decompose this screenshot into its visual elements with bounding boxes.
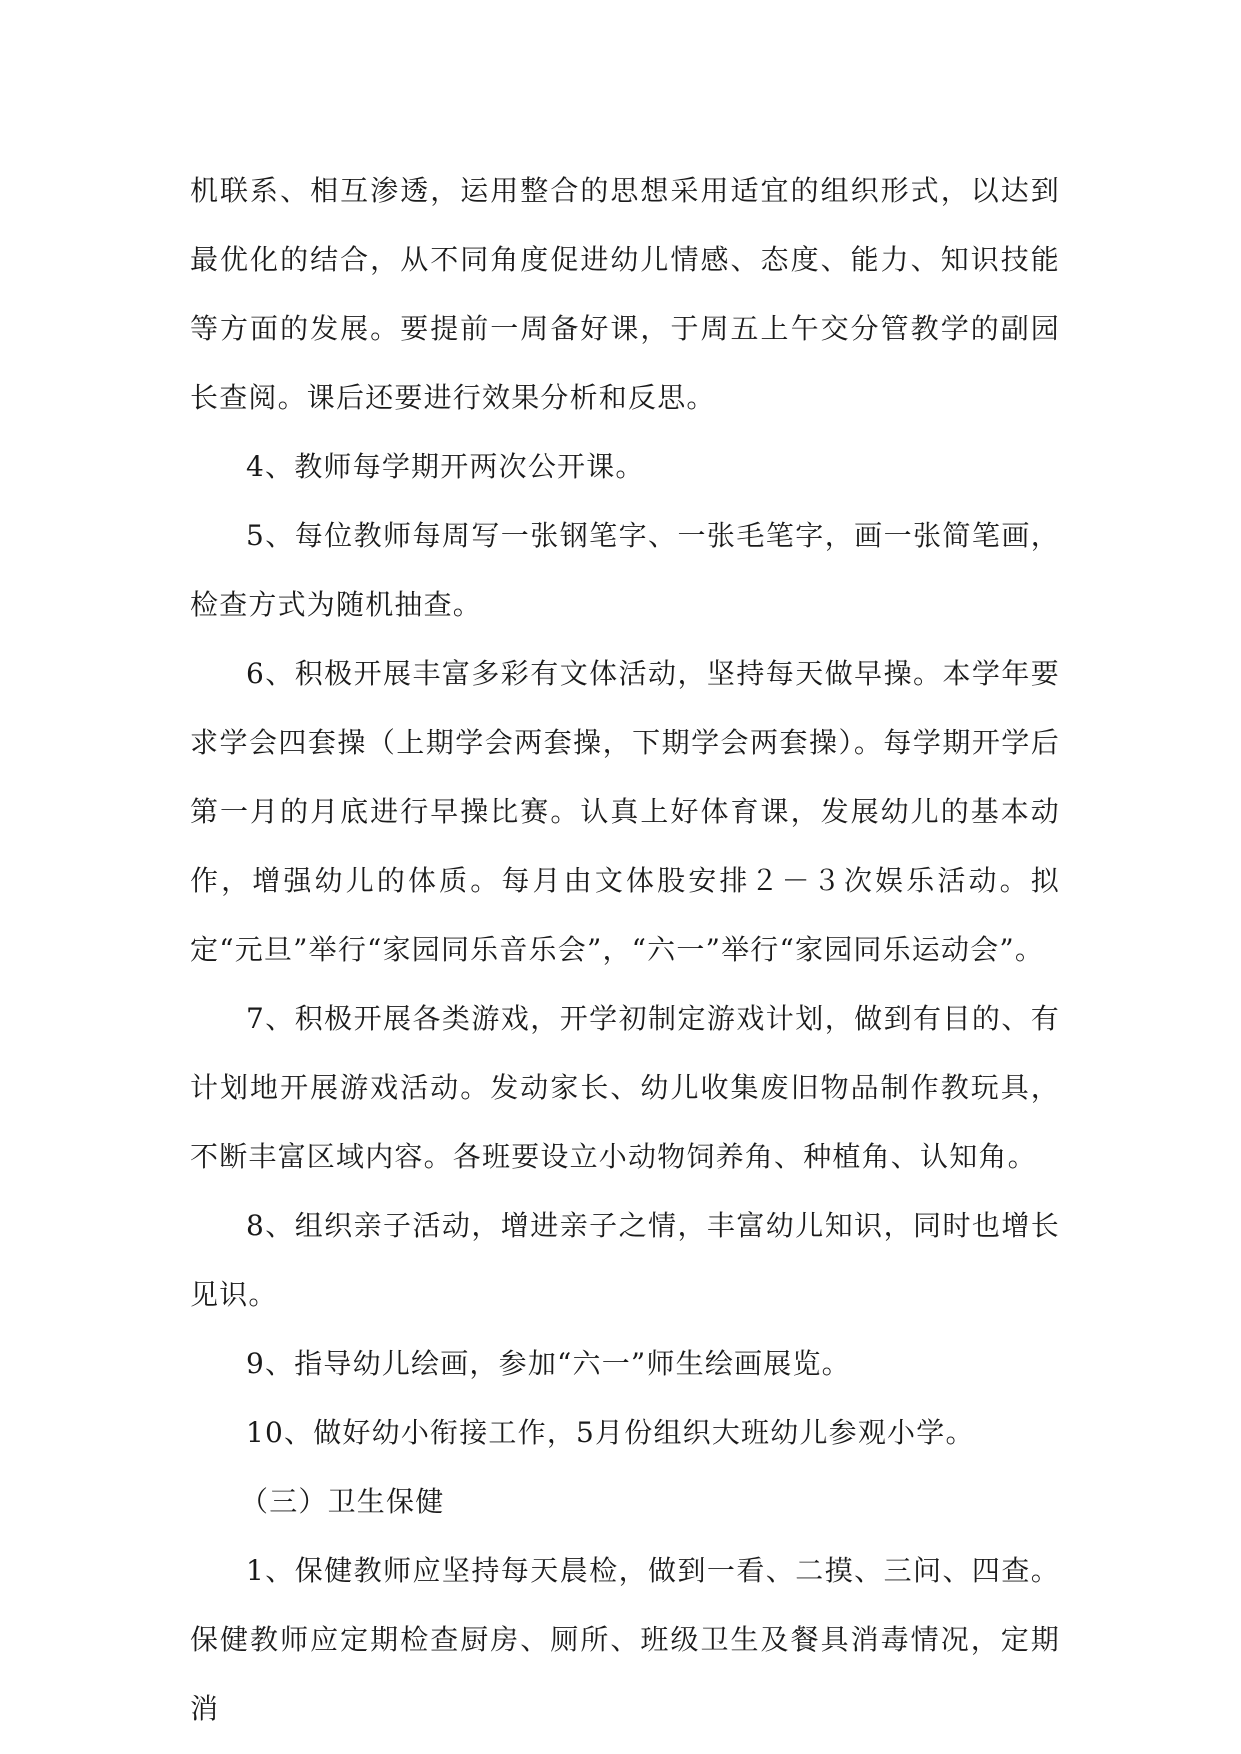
paragraph-item-6: 6、积极开展丰富多彩有文体活动，坚持每天做早操。本学年要求学会四套操（上期学会两套操，下期学会两套操）。每学期开学后第一月的月底进行早操比赛。认真上好体育课，发展幼儿的基本动作，增强幼儿的体质。每月由文体股安排２－３次娱乐活动。拟定“元旦”举行“家园同乐音乐会”，“六一”举行“家园同乐运动会”。 (190, 657, 1060, 966)
paragraph-item-7: 7、积极开展各类游戏，开学初制定游戏计划，做到有目的、有计划地开展游戏活动。发动家长、幼儿收集废旧物品制作教玩具，不断丰富区域内容。各班要设立小动物饲养角、种植角、认知角。 (190, 1002, 1060, 1173)
paragraph-item-10: 10、做好幼小衔接工作，5月份组织大班幼儿参观小学。 (246, 1416, 975, 1449)
document-body (190, 156, 1060, 1743)
paragraph-item-9: 9、指导幼儿绘画，参加“六一”师生绘画展览。 (246, 1347, 851, 1380)
paragraph-health-item-1: 1、保健教师应坚持每天晨检，做到一看、二摸、三问、四查。保健教师应定期检查厨房、厕所、班级卫生及餐具消毒情况，定期消 (190, 1554, 1060, 1725)
paragraph-item-5: 5、每位教师每周写一张钢笔字、一张毛笔字，画一张简笔画，检查方式为随机抽查。 (190, 519, 1060, 621)
paragraph-item-8: 8、组织亲子活动，增进亲子之情，丰富幼儿知识，同时也增长见识。 (190, 1209, 1060, 1311)
section-heading-health: （三）卫生保健 (240, 1485, 445, 1518)
paragraph-continued: 机联系、相互渗透，运用整合的思想采用适宜的组织形式，以达到最优化的结合，从不同角度促进幼儿情感、态度、能力、知识技能等方面的发展。要提前一周备好课，于周五上午交分管教学的副园长查阅。课后还要进行效果分析和反思。 (190, 174, 1060, 414)
paragraph-item-4: 4、教师每学期开两次公开课。 (246, 450, 645, 483)
